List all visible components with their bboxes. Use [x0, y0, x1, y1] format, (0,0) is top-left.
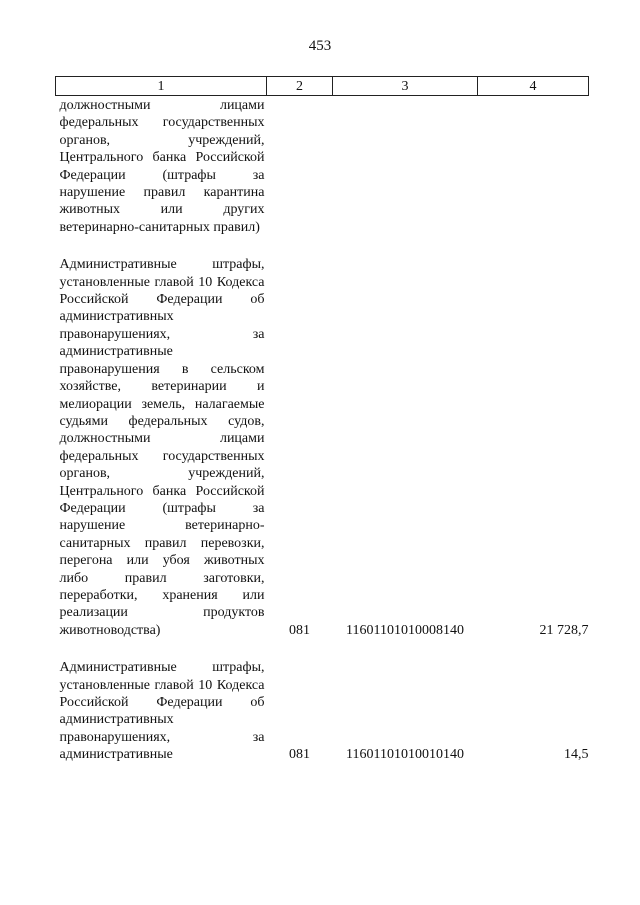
table-header-row	[56, 77, 589, 96]
row-description: Административные штрафы, установленные главой 10 Кодекса Российской Федерации об административных правонарушениях, за административные	[59, 660, 265, 763]
row-amount	[478, 96, 589, 237]
table-row	[56, 659, 589, 763]
column-header-2: 2	[267, 77, 333, 96]
column-header-4: 4	[478, 77, 589, 96]
row-amount: 21 728,7	[539, 622, 589, 638]
row-admin-code: 081	[289, 622, 310, 638]
row-description: Административные штрафы, установленные главой 10 Кодекса Российской Федерации об административных правонарушениях, за административные правонарушения в сельском хозяйстве, ветеринарии и мелиорации земель, налагаемые судьями федеральных судов, должностными лицами федеральных государственных органов, учреждений, Центрального банка Российской Федерации (штрафы за нарушение ветеринарно-санитарных правил перевозки, перегона или убоя животных либо правил заготовки, переработки, хранения или реализации продуктов животноводства)	[59, 257, 265, 638]
row-revenue-code: 11601101010008140	[346, 622, 464, 638]
budget-table	[55, 76, 589, 764]
row-admin-code	[267, 96, 333, 237]
column-header-3: 3	[333, 77, 478, 96]
row-spacer	[56, 236, 589, 256]
row-admin-code: 081	[289, 747, 310, 763]
table-row	[56, 96, 589, 237]
row-spacer	[56, 639, 589, 659]
column-header-1: 1	[56, 77, 267, 96]
row-revenue-code: 11601101010010140	[346, 747, 464, 763]
row-description: должностными лицами федеральных государственных органов, учреждений, Центрального банка Российской Федерации (штрафы за нарушение правил карантина животных или других ветеринарно-санитарных правил)	[59, 98, 265, 235]
page-number: 453	[308, 38, 332, 54]
row-revenue-code	[333, 96, 478, 237]
row-amount: 14,5	[564, 747, 589, 763]
table-row	[56, 256, 589, 639]
